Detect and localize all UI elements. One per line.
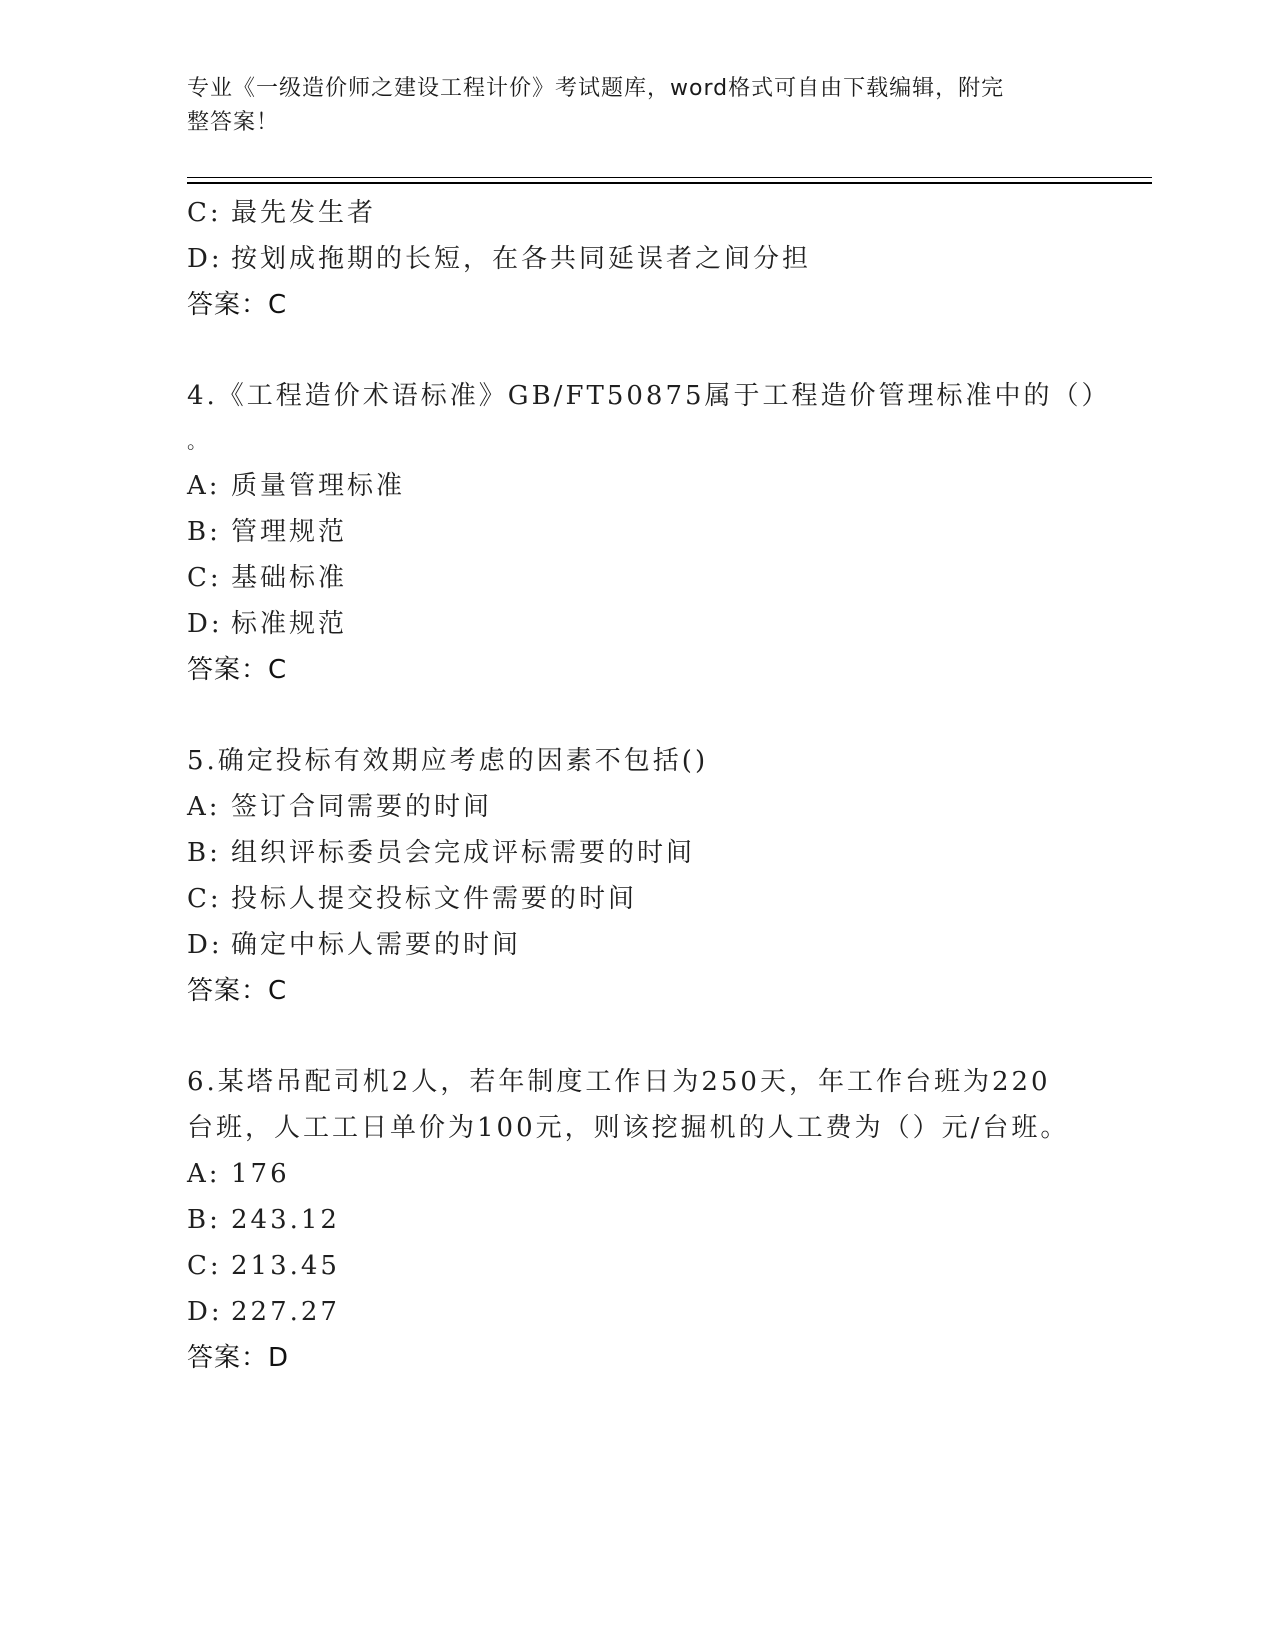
option-a: A: 176 (187, 1159, 290, 1189)
answer: 答案：C (187, 976, 288, 1006)
question-3-tail (187, 190, 1087, 328)
option-b: B: 管理规范 (187, 517, 348, 547)
answer: 答案：D (187, 1343, 290, 1373)
document-header (187, 72, 1067, 140)
header-line-1: 专业《一级造价师之建设工程计价》考试题库，word格式可自由下载编辑，附完 (187, 76, 1005, 101)
option-c: C: 213.45 (187, 1251, 340, 1281)
question-stem-continued: 台班，人工工日单价为100元，则该挖掘机的人工费为（）元/台班。 (187, 1113, 1070, 1143)
option-a: A: 签订合同需要的时间 (187, 792, 493, 822)
option-d: D: 确定中标人需要的时间 (187, 930, 522, 960)
question-stem: 6.某塔吊配司机2人，若年制度工作日为250天，年工作台班为220 (187, 1067, 1051, 1097)
question-list (187, 190, 1111, 1381)
question-4 (187, 373, 1111, 693)
question-stem: 4.《工程造价术语标准》GB/FT50875属于工程造价管理标准中的（） (187, 381, 1111, 411)
option-c: C: 基础标准 (187, 563, 348, 593)
answer: 答案：C (187, 290, 288, 320)
question-stem-continued: 。 (187, 429, 210, 453)
answer: 答案：C (187, 655, 288, 685)
option-b: B: 243.12 (187, 1205, 340, 1235)
header-divider-thick (187, 182, 1152, 184)
option-d: D: 标准规范 (187, 609, 348, 639)
question-6 (187, 1059, 1087, 1381)
option-d: D: 227.27 (187, 1297, 340, 1327)
option-a: A: 质量管理标准 (187, 471, 406, 501)
option-c: C: 最先发生者 (187, 198, 377, 228)
question-5 (187, 738, 1087, 1014)
option-b: B: 组织评标委员会完成评标需要的时间 (187, 838, 696, 868)
option-d: D: 按划成拖期的长短，在各共同延误者之间分担 (187, 244, 812, 274)
header-divider-thin (187, 177, 1152, 178)
option-c: C: 投标人提交投标文件需要的时间 (187, 884, 638, 914)
question-stem: 5.确定投标有效期应考虑的因素不包括() (187, 746, 709, 776)
header-line-2: 整答案！ (187, 110, 280, 135)
